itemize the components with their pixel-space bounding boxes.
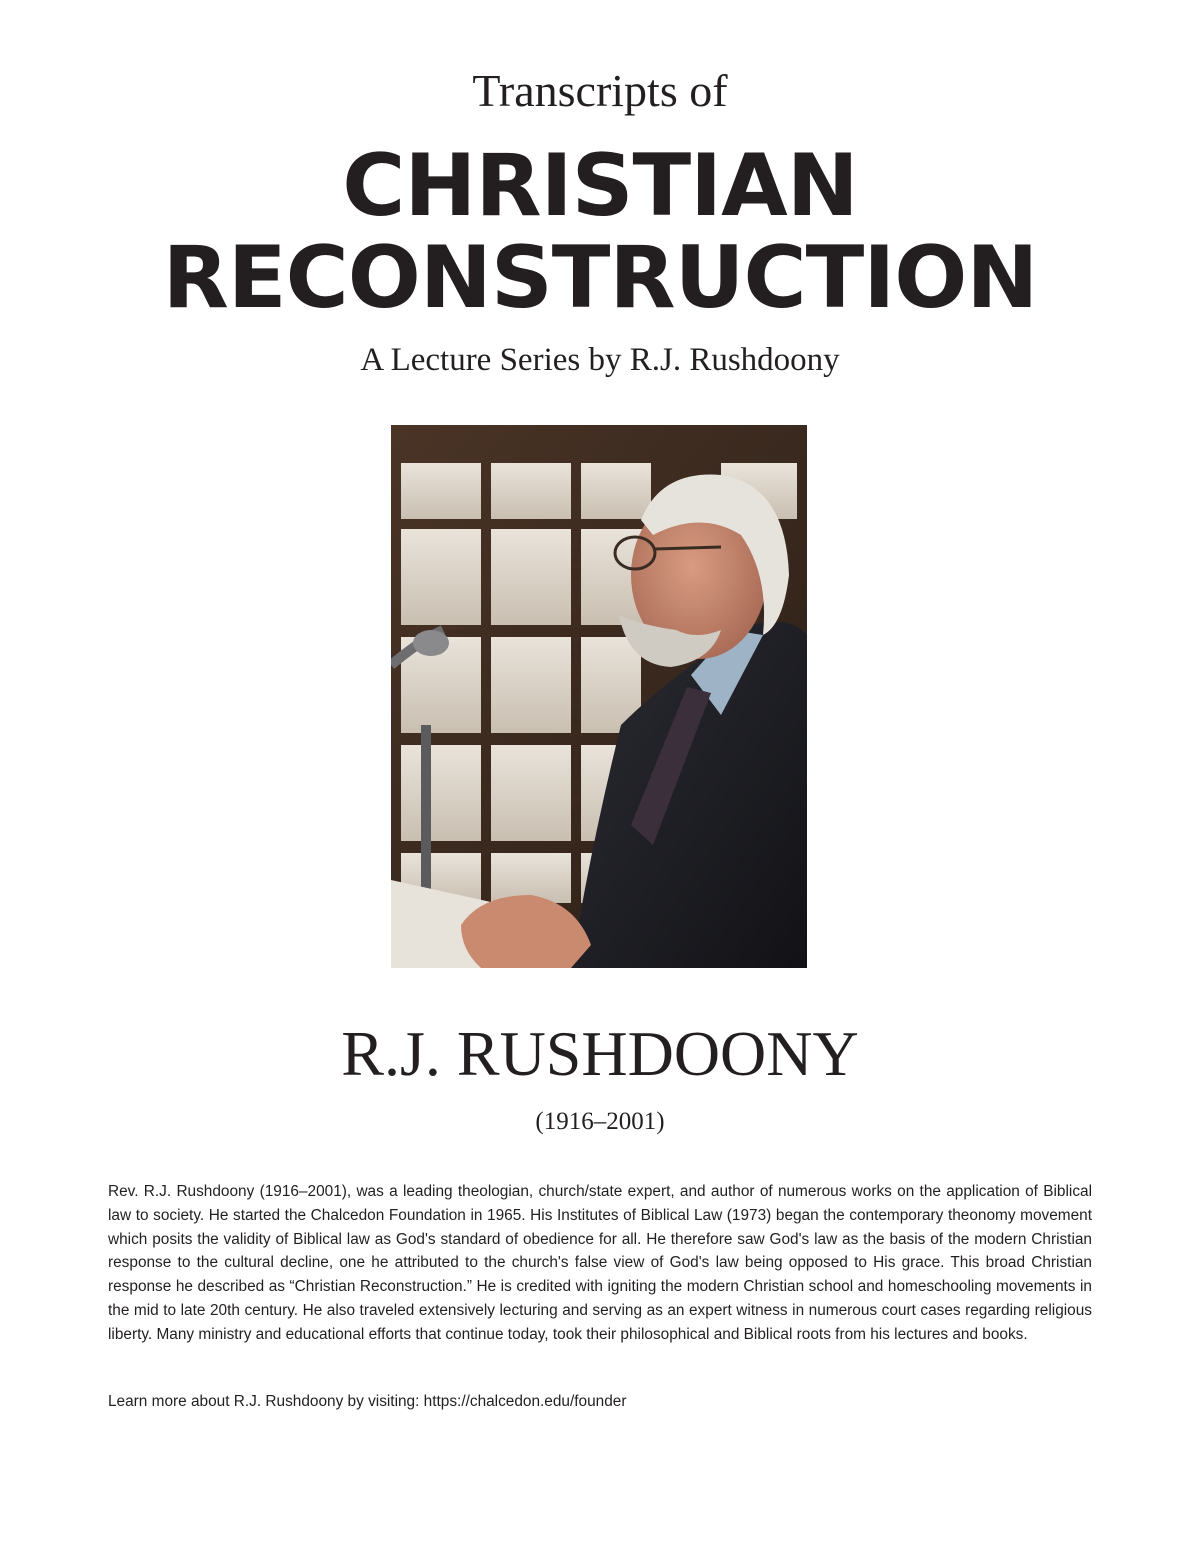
- portrait-photo: [391, 425, 807, 968]
- learn-more-link-text: Learn more about R.J. Rushdoony by visiting: https://chalcedon.edu/founder: [108, 1393, 627, 1410]
- title-line-2: RECONSTRUCTION: [162, 228, 1038, 328]
- subtitle: A Lecture Series by R.J. Rushdoony: [360, 342, 840, 378]
- portrait-illustration: [391, 425, 807, 968]
- author-biography: Rev. R.J. Rushdoony (1916–2001), was a leading theologian, church/state expert, and author of numerous works on the application of Biblical law to society. He started the Chalcedon Foundation in 1965. His Institutes of Biblical Law (1973) began the contemporary theonomy movement which posits the validity of Biblical law as God's standard of obedience for all. He therefore saw God's law as the basis of the modern Christian response to the cultural decline, one he attributed to the church's false view of God's law being opposed to His grace. This broad Christian response he described as “Christian Reconstruction.” He is credited with igniting the modern Christian school and homeschooling movements in the mid to late 20th century. He also traveled extensively lecturing and serving as an expert witness in numerous court cases regarding religious liberty. Many ministry and educational efforts that continue today, took their philosophical and Biblical roots from his lectures and books.: [108, 1183, 1092, 1343]
- author-name: R.J. RUSHDOONY: [341, 1018, 859, 1089]
- title-line-1: CHRISTIAN: [342, 136, 858, 236]
- author-dates: (1916–2001): [535, 1108, 665, 1135]
- title-eyebrow: Transcripts of: [472, 65, 728, 116]
